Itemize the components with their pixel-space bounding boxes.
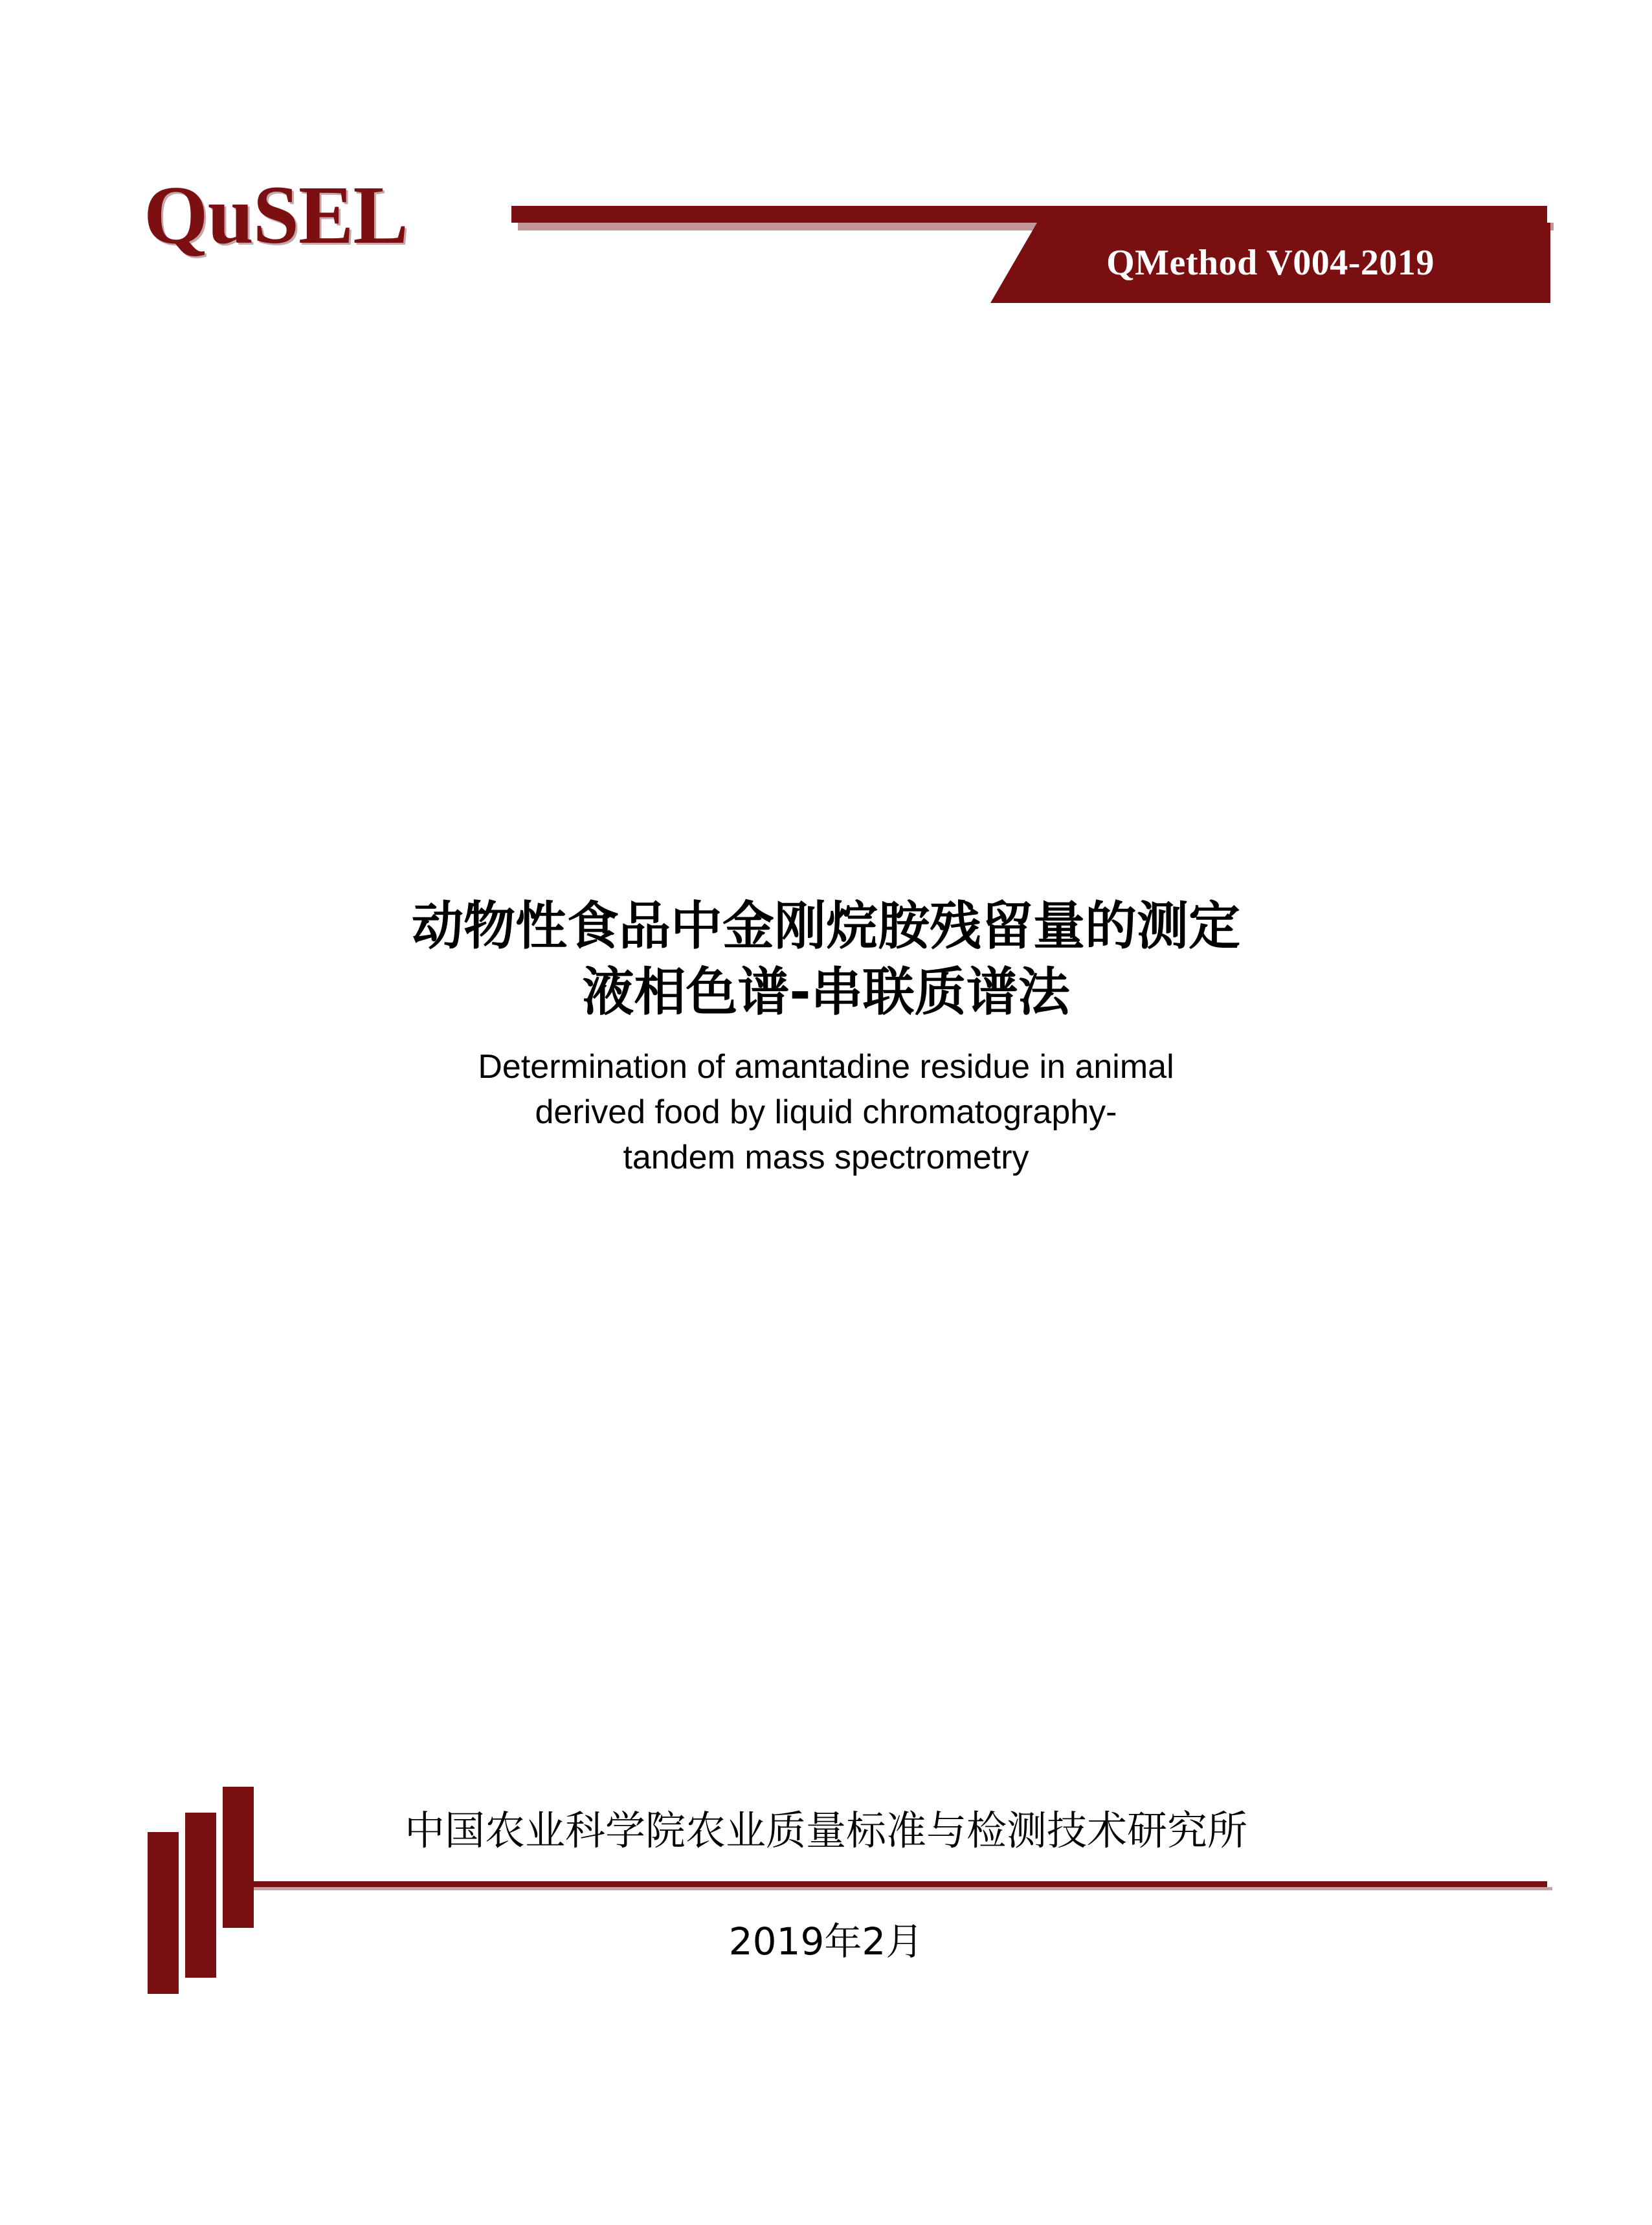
title-english (0, 1044, 1652, 1181)
title-english-line-3: tandem mass spectrometry (623, 1139, 1029, 1177)
header-accent-bar (511, 206, 1547, 223)
document-date: 2019年2月 (728, 1919, 924, 1963)
document-header (0, 162, 1652, 350)
title-english-line-2: derived food by liquid chromatography- (535, 1093, 1117, 1131)
document-footer (0, 1767, 1652, 2039)
qusel-logo: QuSEL (144, 169, 408, 261)
title-block (0, 893, 1652, 1180)
footer-rule-shadow (251, 1887, 1552, 1890)
method-code-label: QMethod V004-2019 (1106, 243, 1434, 283)
title-english-line-1: Determination of amantadine residue in animal (478, 1047, 1174, 1086)
footer-rule (246, 1881, 1547, 1887)
title-chinese-line-2: 液相色谱-串联质谱法 (582, 962, 1070, 1023)
organization-name: 中国农业科学院农业质量标准与检测技术研究所 (404, 1807, 1247, 1854)
title-chinese-line-1: 动物性食品中金刚烷胺残留量的测定 (412, 896, 1240, 956)
